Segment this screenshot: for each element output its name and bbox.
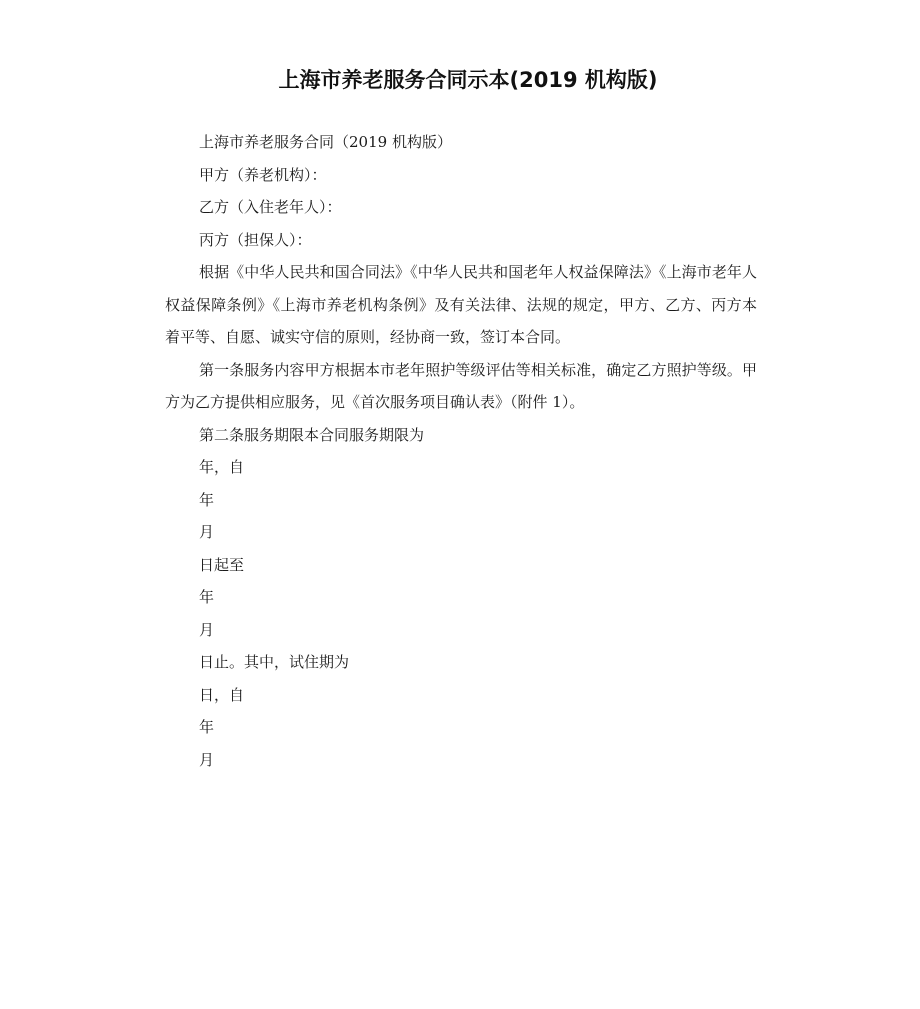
- paragraph-line: 日止。其中，试住期为: [199, 653, 350, 671]
- paragraph-line: 年: [199, 588, 215, 606]
- paragraph-line: 年: [199, 490, 215, 509]
- paragraph-party-a: 甲方（养老机构）：: [199, 165, 327, 184]
- paragraph-contract-heading: 上海市养老服务合同（2019 机构版）: [199, 133, 452, 151]
- document-body: [165, 126, 757, 776]
- paragraph-article-1: 第一条服务内容甲方根据本市老年照护等级评估等相关标准，确定乙方照护等级。甲方为乙方提供相应服务，见《首次服务项目确认表》（附件 1）。: [165, 360, 757, 411]
- paragraph-legal-basis: 根据《中华人民共和国合同法》《中华人民共和国老年人权益保障法》《上海市老年人权益保障条例》《上海市养老机构条例》及有关法律、法规的规定，甲方、乙方、丙方本着平等、自愿、诚实守信的原则，经协商一致，签订本合同。: [165, 263, 757, 346]
- document-title: 上海市养老服务合同示本(2019 机构版): [278, 68, 658, 92]
- paragraph-line: 日，自: [199, 685, 245, 704]
- paragraph-line: 日起至: [199, 555, 245, 574]
- paragraph-article-2: 第二条服务期限本合同服务期限为: [199, 425, 425, 444]
- paragraph-party-c: 丙方（担保人）：: [199, 230, 312, 249]
- paragraph-line: 月: [199, 523, 215, 541]
- paragraph-line: 年: [199, 718, 215, 736]
- paragraph-line: 月: [199, 620, 215, 639]
- paragraph-line: 年，自: [199, 458, 245, 476]
- paragraph-party-b: 乙方（入住老年人）：: [199, 198, 342, 216]
- paragraph-line: 月: [199, 750, 215, 769]
